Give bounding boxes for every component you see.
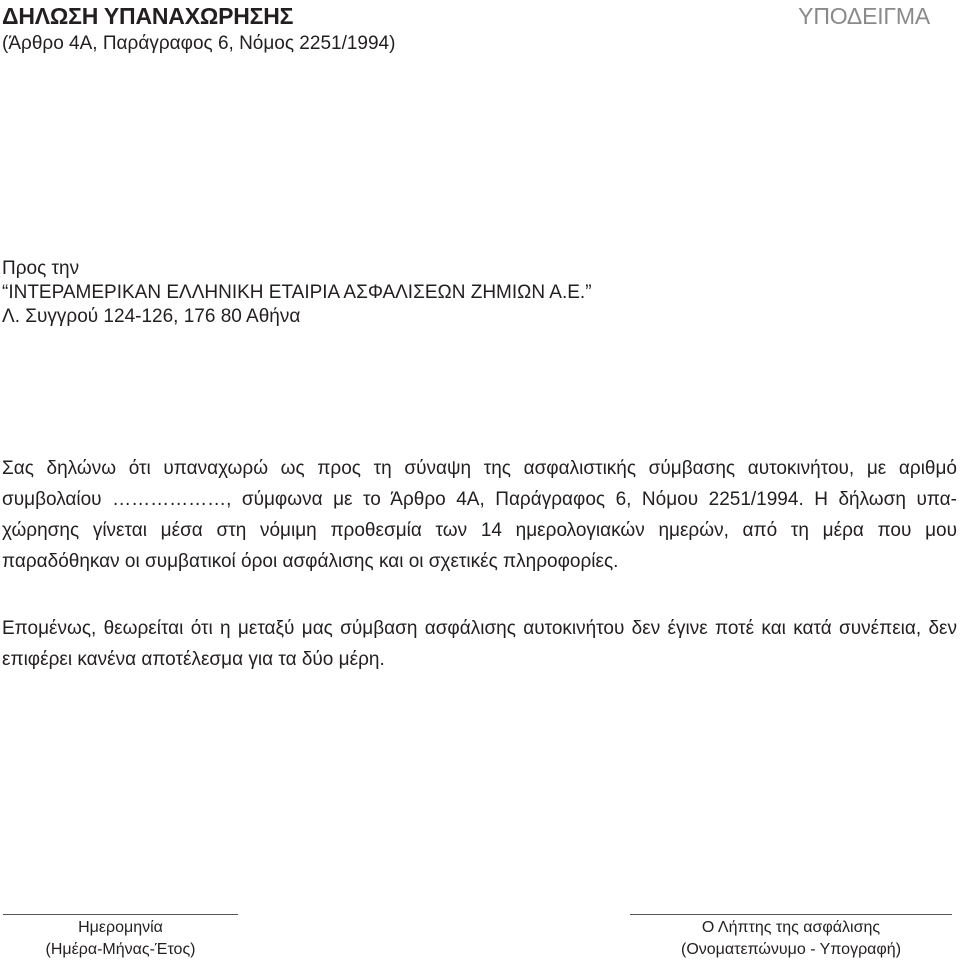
policyholder-signature-line bbox=[630, 914, 952, 915]
policyholder-format-label: (Ονοματεπώνυμο - Υπογραφή) bbox=[680, 941, 902, 958]
declaration-paragraph: Σας δηλώνω ότι υπαναχωρώ ως προς τη σύναψη της ασφαλιστικής σύμβασης αυτοκινήτου, με αριθμό συμβολαίου ………………, σύμφωνα με το Άρθρο 4Α, Παράγραφος 6, Νόμου 2251/1994. Η δήλωση υπαχώρησης γίνεται μέσα στη νόμιμη προθεσμία των 14 ημερολογιακών ημερών, από τη μέρα που μου παραδόθηκαν οι συμβατικοί όροι ασφάλισης και οι σχετικές πληροφορίες. bbox=[2, 458, 957, 572]
policyholder-signature-block bbox=[630, 914, 952, 961]
date-signature-block bbox=[3, 914, 238, 961]
policyholder-label: Ο Λήπτης της ασφάλισης bbox=[701, 919, 881, 936]
document-title: ΔΗΛΩΣΗ ΥΠΑΝΑΧΩΡΗΣΗΣ bbox=[2, 3, 294, 29]
recipient-block bbox=[2, 257, 592, 329]
consequence-paragraph: Επομένως, θεωρείται ότι η μεταξύ μας σύμβαση ασφάλισης αυτοκινήτου δεν έγινε ποτέ και κατά συνέπεια, δεν επιφέρει κανένα αποτέλεσμα για τα δύο μέρη. bbox=[2, 618, 957, 670]
recipient-line-1: Προς την bbox=[2, 258, 80, 279]
sample-label: ΥΠΟΔΕΙΓΜΑ bbox=[798, 3, 930, 29]
date-label: Ημερομηνία bbox=[78, 919, 163, 936]
recipient-address: Λ. Συγγρού 124-126, 176 80 Αθήνα bbox=[2, 306, 301, 327]
document-subtitle: (Άρθρο 4Α, Παράγραφος 6, Νόμος 2251/1994) bbox=[2, 33, 396, 54]
date-signature-line bbox=[3, 914, 238, 915]
date-format-label: (Ημέρα-Μήνας-Έτος) bbox=[45, 941, 196, 958]
recipient-company: “ΙΝΤΕΡΑΜΕΡΙΚΑΝ ΕΛΛΗΝΙΚΗ ΕΤΑΙΡΙΑ ΑΣΦΑΛΙΣΕΩΝ ΖΗΜΙΩΝ Α.Ε.” bbox=[2, 282, 592, 303]
